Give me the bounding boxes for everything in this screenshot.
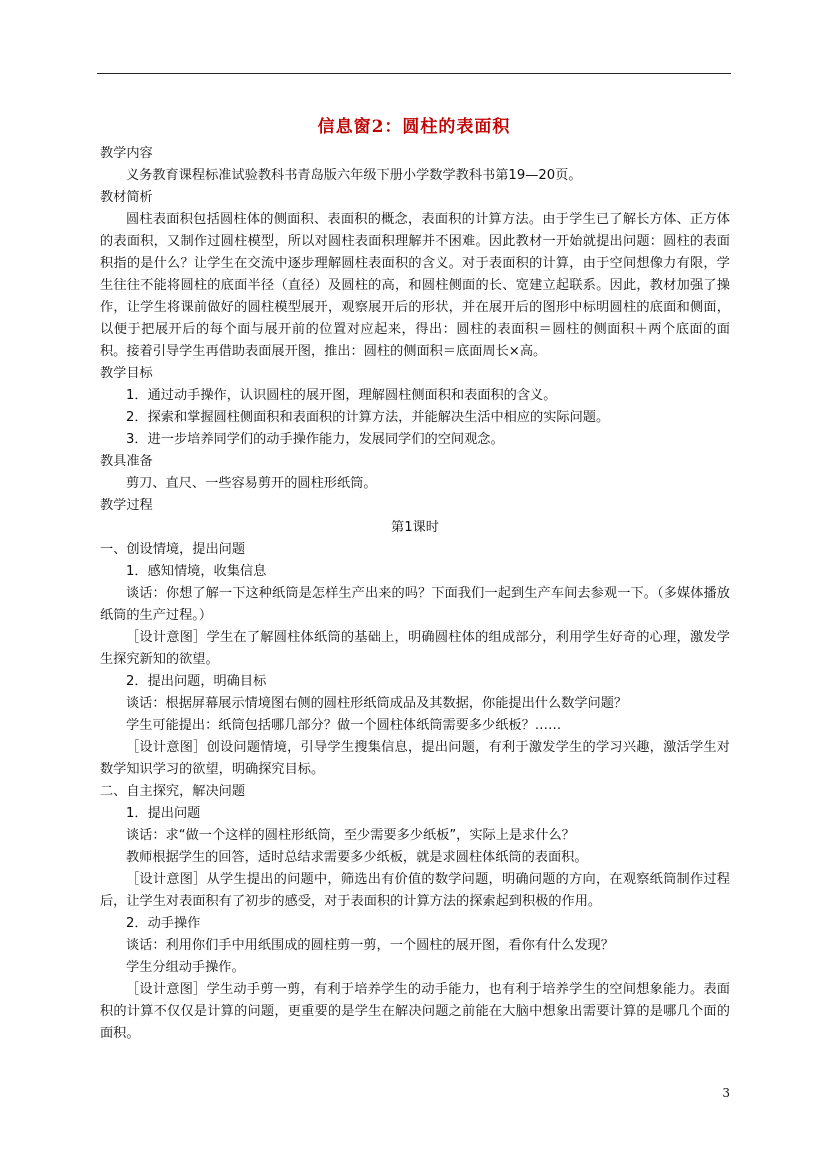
design-note: ［设计意图］创设问题情境，引导学生搜集信息，提出问题，有利于激发学生的学习兴趣，激活学生对数学知识学习的欲望，明确探究目标。	[100, 740, 730, 777]
document-body	[100, 143, 730, 1045]
section-heading: 教学过程	[100, 498, 153, 513]
page-title: 信息窗2：圆柱的表面积	[317, 117, 511, 137]
paragraph: 谈话：你想了解一下这种纸筒是怎样生产出来的吗？下面我们一起到生产车间去参观一下。（多媒体播放纸筒的生产过程。）	[100, 586, 730, 623]
list-item: 3．进一步培养同学们的动手操作能力，发展同学们的空间观念。	[126, 432, 504, 447]
paragraph: 义务教育课程标准试验教科书青岛版六年级下册小学数学教科书第19—20页。	[126, 168, 582, 183]
paragraph: 教师根据学生的回答，适时总结求需要多少纸板，就是求圆柱体纸筒的表面积。	[126, 850, 588, 865]
paragraph: 剪刀、直尺、一些容易剪开的圆柱形纸筒。	[126, 476, 377, 491]
section-heading: 二、自主探究，解决问题	[100, 784, 246, 799]
paragraph: 谈话：利用你们手中用纸围成的圆柱剪一剪，一个圆柱的展开图，看你有什么发现？	[126, 938, 614, 953]
list-item: 1．通过动手操作，认识圆柱的展开图，理解圆柱侧面积和表面积的含义。	[126, 388, 557, 403]
design-note: ［设计意图］从学生提出的问题中，筛选出有价值的数学问题，明确问题的方向，在观察纸筒制作过程后，让学生对表面积有了初步的感受，对于表面积的计算方法的探索起到积极的作用。	[100, 872, 730, 909]
paragraph: 谈话：求“做一个这样的圆柱形纸筒，至少需要多少纸板”，实际上是求什么？	[126, 828, 575, 843]
section-heading: 教材简析	[100, 190, 153, 205]
section-heading: 教学内容	[100, 146, 153, 161]
subsection-heading: 1．提出问题	[126, 806, 201, 821]
list-item: 2．探索和掌握圆柱侧面积和表面积的计算方法，并能解决生活中相应的实际问题。	[126, 410, 610, 425]
section-heading: 教具准备	[100, 454, 153, 469]
page-number: 3	[722, 1086, 730, 1100]
subsection-heading: 2．动手操作	[126, 916, 201, 931]
paragraph: 学生分组动手操作。	[126, 960, 245, 975]
paragraph: 圆柱表面积包括圆柱体的侧面积、表面积的概念，表面积的计算方法。由于学生已了解长方体、正方体的表面积，又制作过圆柱模型，所以对圆柱表面积理解并不困难。因此教材一开始就提出问题：圆柱的表面积指的是什么？让学生在交流中逐步理解圆柱表面积的含义。对于表面积的计算，由于空间想像力有限，学生往往不能将圆柱的底面半径（直径）及圆柱的高，和圆柱侧面的长、宽建立起联系。因此，教材加强了操作，让学生将课前做好的圆柱模型展开，观察展开后的形状，并在展开后的图形中标明圆柱的底面和侧面，以便于把展开后的每个面与展开前的位置对应起来，得出：圆柱的表面积＝圆柱的侧面积＋两个底面的面积。接着引导学生再借助表面展开图，推出：圆柱的侧面积＝底面周长×高。	[100, 212, 730, 359]
subsection-heading: 2．提出问题，明确目标	[126, 674, 267, 689]
design-note: ［设计意图］学生动手剪一剪，有利于培养学生的动手能力，也有利于培养学生的空间想象能力。表面积的计算不仅仅是计算的问题，更重要的是学生在解决问题之前能在大脑中想象出需要计算的是哪几个面的面积。	[100, 982, 730, 1041]
paragraph: 谈话：根据屏幕展示情境图右侧的圆柱形纸筒成品及其数据，你能提出什么数学问题？	[126, 696, 628, 711]
lesson-heading: 第1课时	[391, 520, 439, 535]
paragraph: 学生可能提出：纸筒包括哪几部分？做一个圆柱体纸筒需要多少纸板？……	[126, 718, 562, 733]
subsection-heading: 1．感知情境，收集信息	[126, 564, 267, 579]
section-heading: 教学目标	[100, 366, 153, 381]
design-note: ［设计意图］学生在了解圆柱体纸筒的基础上，明确圆柱体的组成部分，利用学生好奇的心理，激发学生探究新知的欲望。	[100, 630, 730, 667]
header-rule	[97, 73, 731, 74]
section-heading: 一、创设情境，提出问题	[100, 542, 246, 557]
